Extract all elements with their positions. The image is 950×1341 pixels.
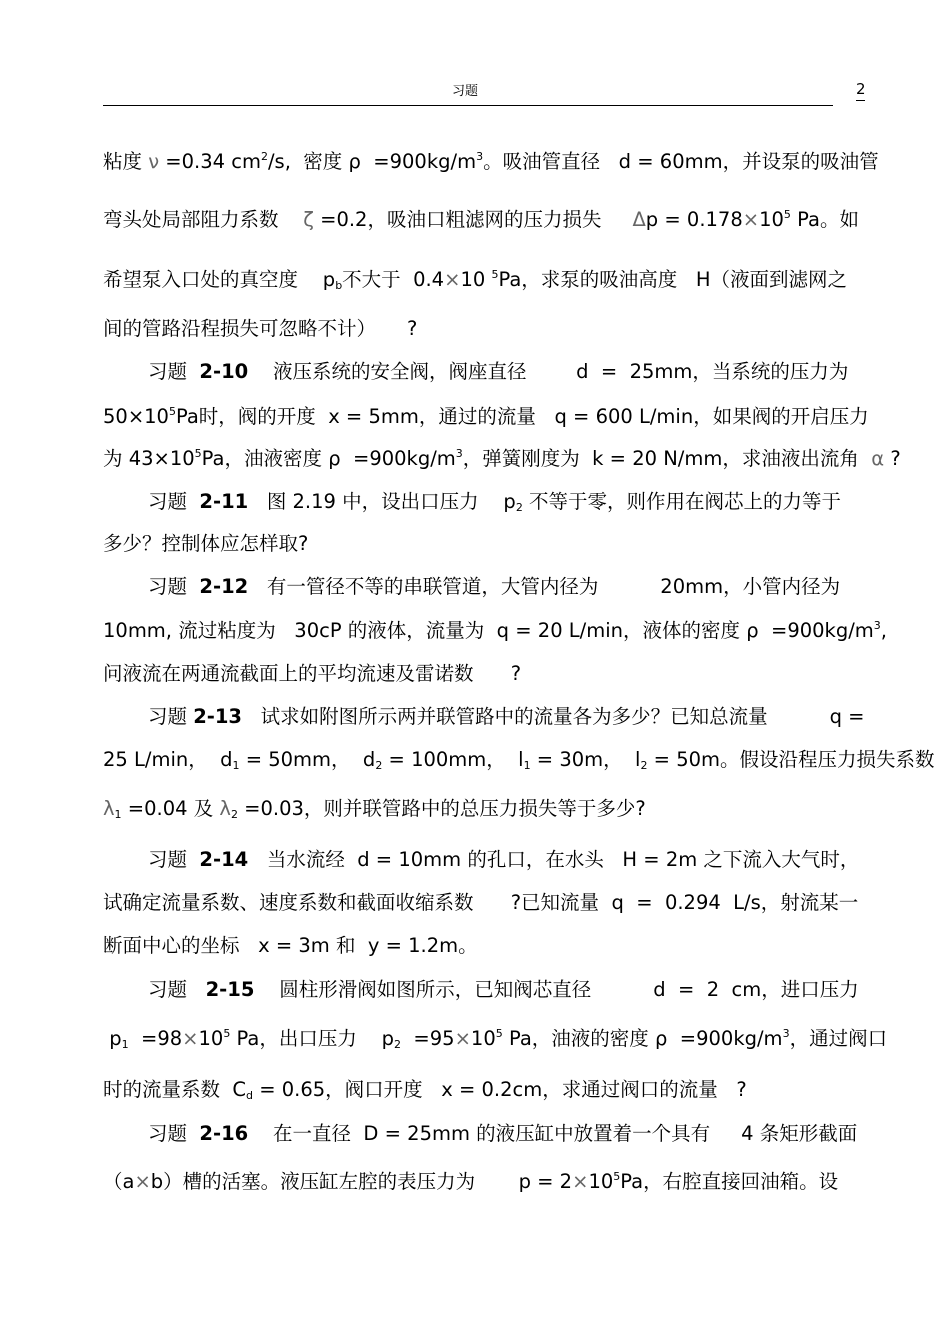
text-run: =0.03，则并联管路中的总压力损失等于多少? (237, 797, 646, 820)
text-run: Pa，油液的密度 ρ =900kg/m (502, 1027, 783, 1050)
text-line (103, 446, 901, 472)
text-run: ? (884, 447, 901, 470)
text-run: 习题 (148, 848, 200, 871)
text-run: =95 (401, 1027, 455, 1050)
subscript: 1 (121, 1038, 129, 1051)
problem-heading-2-12 (148, 574, 840, 600)
text-run: 当水流经 d = 10mm 的孔口，在水头 H = 2m 之下流入大气时， (248, 848, 860, 871)
problem-number: 2-10 (199, 360, 249, 383)
text-run: 试求如附图所示两并联管路中的流量各为多少？已知总流量 q = (242, 705, 865, 728)
text-run: 。吸油管直径 d = 60mm，并设泵的吸油管 (483, 150, 879, 173)
superscript: 3 (782, 1027, 790, 1040)
text-run: 圆柱形滑阀如图所示，已知阀芯直径 d = 2 cm，进口压力 (254, 978, 859, 1001)
text-run: 习题 (148, 978, 206, 1001)
symbol-times: × (572, 1170, 589, 1193)
text-run: （a (103, 1170, 135, 1193)
subscript: 2 (394, 1038, 402, 1051)
text-run: 习题 (148, 1122, 200, 1145)
subscript: 1 (523, 759, 531, 772)
text-line (103, 531, 308, 557)
problem-number: 2-16 (199, 1122, 249, 1145)
problem-heading-2-15 (148, 977, 859, 1003)
text-run: 图 2.19 中，设出口压力 p (248, 490, 516, 513)
text-run: 10 (470, 1027, 496, 1050)
symbol-zeta: ζ (303, 208, 314, 231)
text-line (103, 747, 935, 773)
text-run: 断面中心的坐标 x = 3m 和 y = 1.2m。 (103, 934, 478, 957)
text-run: = 50mm， d (239, 748, 376, 771)
subscript: d (246, 1089, 253, 1102)
text-run: 希望泵入口处的真空度 p (103, 268, 336, 291)
text-line (103, 149, 879, 175)
text-run: p (103, 1027, 122, 1050)
text-run: 多少？控制体应怎样取? (103, 532, 309, 555)
text-run: , (880, 619, 887, 642)
text-run: 有一管径不等的串联管道，大管内径为 20mm，小管内径为 (248, 575, 841, 598)
symbol-lambda: λ (219, 797, 231, 820)
problem-heading-2-11 (148, 489, 841, 515)
text-run: Pa，油液密度 ρ =900kg/m (201, 447, 456, 470)
problem-number: 2-12 (199, 575, 249, 598)
text-line (103, 796, 646, 822)
text-line (103, 267, 847, 293)
superscript: 3 (476, 150, 484, 163)
superscript: 5 (223, 1027, 231, 1040)
symbol-alpha: α (871, 447, 885, 470)
problem-number: 2-14 (199, 848, 249, 871)
text-line (103, 1077, 747, 1103)
text-run: /s, 密度 ρ =900kg/m (267, 150, 477, 173)
problem-heading-2-10 (148, 359, 848, 385)
superscript: 5 (495, 1027, 503, 1040)
text-run: Pa，出口压力 p (230, 1027, 395, 1050)
text-run: =0.04 及 (121, 797, 220, 820)
text-run: 10 (588, 1170, 614, 1193)
text-run: b）槽的活塞。液压缸左腔的表压力为 p = 2 (150, 1170, 573, 1193)
superscript: 2 (260, 150, 268, 163)
text-run: 为 43×10 (103, 447, 195, 470)
problem-number: 2-11 (199, 490, 249, 513)
superscript: 5 (491, 268, 499, 281)
subscript: 1 (114, 808, 122, 821)
text-run: 10 (759, 208, 784, 231)
problem-number: 2-15 (205, 978, 255, 1001)
text-run: = 0.65，阀口开度 x = 0.2cm，求通过阀口的流量 ? (253, 1078, 747, 1101)
text-run: p = 0.178 (645, 208, 743, 231)
text-run: =0.2，吸油口粗滤网的压力损失 (313, 208, 633, 231)
text-run: 试确定流量系数、速度系数和截面收缩系数 ?已知流量 q = 0.294 L/s，射流某一 (103, 891, 859, 914)
text-run: =0.34 cm (159, 150, 261, 173)
text-run: 不等于零，则作用在阀芯上的力等于 (522, 490, 842, 513)
header-rule (103, 105, 833, 106)
text-run: 25 L/min， d (103, 748, 233, 771)
symbol-times: × (182, 1027, 199, 1050)
text-run: 问液流在两通流截面上的平均流速及雷诺数 ? (103, 662, 522, 685)
text-run: ，通过阀口 (789, 1027, 888, 1050)
text-line (103, 404, 869, 430)
text-line (103, 933, 478, 959)
text-run: 粘度 (103, 150, 149, 173)
text-run: Pa，右腔直接回油箱。设 (620, 1170, 839, 1193)
superscript: 5 (783, 208, 791, 221)
text-line (103, 1169, 838, 1195)
text-run: 弯头处局部阻力系数 (103, 208, 304, 231)
text-line (103, 661, 521, 687)
header-title: 习题 (452, 84, 479, 99)
problem-heading-2-13 (148, 704, 865, 730)
page-number-underline (856, 100, 865, 101)
text-run: 10 (198, 1027, 224, 1050)
text-run: 不大于 0.4 (342, 268, 445, 291)
symbol-delta: Δ (632, 208, 646, 231)
subscript: 2 (640, 759, 648, 772)
text-line (103, 618, 887, 644)
text-run: 习题 (148, 575, 200, 598)
superscript: 5 (194, 447, 202, 460)
text-run: 在一直径 D = 25mm 的液压缸中放置着一个具有 4 条矩形截面 (248, 1122, 858, 1145)
text-run: = 30m， l (530, 748, 641, 771)
text-run: Pa，求泵的吸油高度 H（液面到滤网之 (498, 268, 848, 291)
page-number: 2 (856, 80, 866, 98)
superscript: 5 (168, 405, 176, 418)
subscript: 1 (232, 759, 240, 772)
subscript: 2 (375, 759, 383, 772)
symbol-times: × (742, 208, 760, 231)
text-line (103, 316, 417, 342)
problem-heading-2-16 (148, 1121, 857, 1147)
text-run: = 100mm， l (382, 748, 524, 771)
symbol-times: × (134, 1170, 151, 1193)
symbol-times: × (454, 1027, 471, 1050)
symbol-times: × (444, 268, 461, 291)
text-run: 液压系统的安全阀，阀座直径 d = 25mm，当系统的压力为 (248, 360, 849, 383)
text-run: 习题 (148, 360, 200, 383)
problem-number: 2-13 (193, 705, 243, 728)
text-run: 习题 (148, 705, 194, 728)
symbol-lambda: λ (103, 797, 115, 820)
subscript: 2 (515, 501, 523, 514)
text-run: 10 (460, 268, 492, 291)
text-run: 10mm, 流过粘度为 30cP 的液体，流量为 q = 20 L/min，液体的密度 ρ =900kg/m (103, 619, 874, 642)
problem-heading-2-14 (148, 847, 859, 873)
text-run: Pa时，阀的开度 x = 5mm，通过的流量 q = 600 L/min，如果阀的开启压力 (175, 405, 869, 428)
text-run: Pa。如 (790, 208, 859, 231)
text-run: 间的管路沿程损失可忽略不计） ? (103, 317, 418, 340)
text-run: 习题 (148, 490, 200, 513)
superscript: 3 (455, 447, 463, 460)
text-line (103, 1026, 887, 1052)
symbol-nu: ν (148, 150, 160, 173)
superscript: 3 (873, 619, 881, 632)
text-line (103, 207, 859, 233)
text-run: 时的流量系数 C (103, 1078, 247, 1101)
superscript: 5 (613, 1170, 621, 1183)
subscript: 2 (230, 808, 238, 821)
subscript: b (335, 279, 343, 292)
text-line (103, 890, 858, 916)
text-run: 50×10 (103, 405, 169, 428)
text-run: = 50m。假设沿程压力损失系数 (647, 748, 935, 771)
text-run: ，弹簧刚度为 k = 20 N/mm，求油液出流角 (462, 447, 872, 470)
text-run: =98 (128, 1027, 183, 1050)
